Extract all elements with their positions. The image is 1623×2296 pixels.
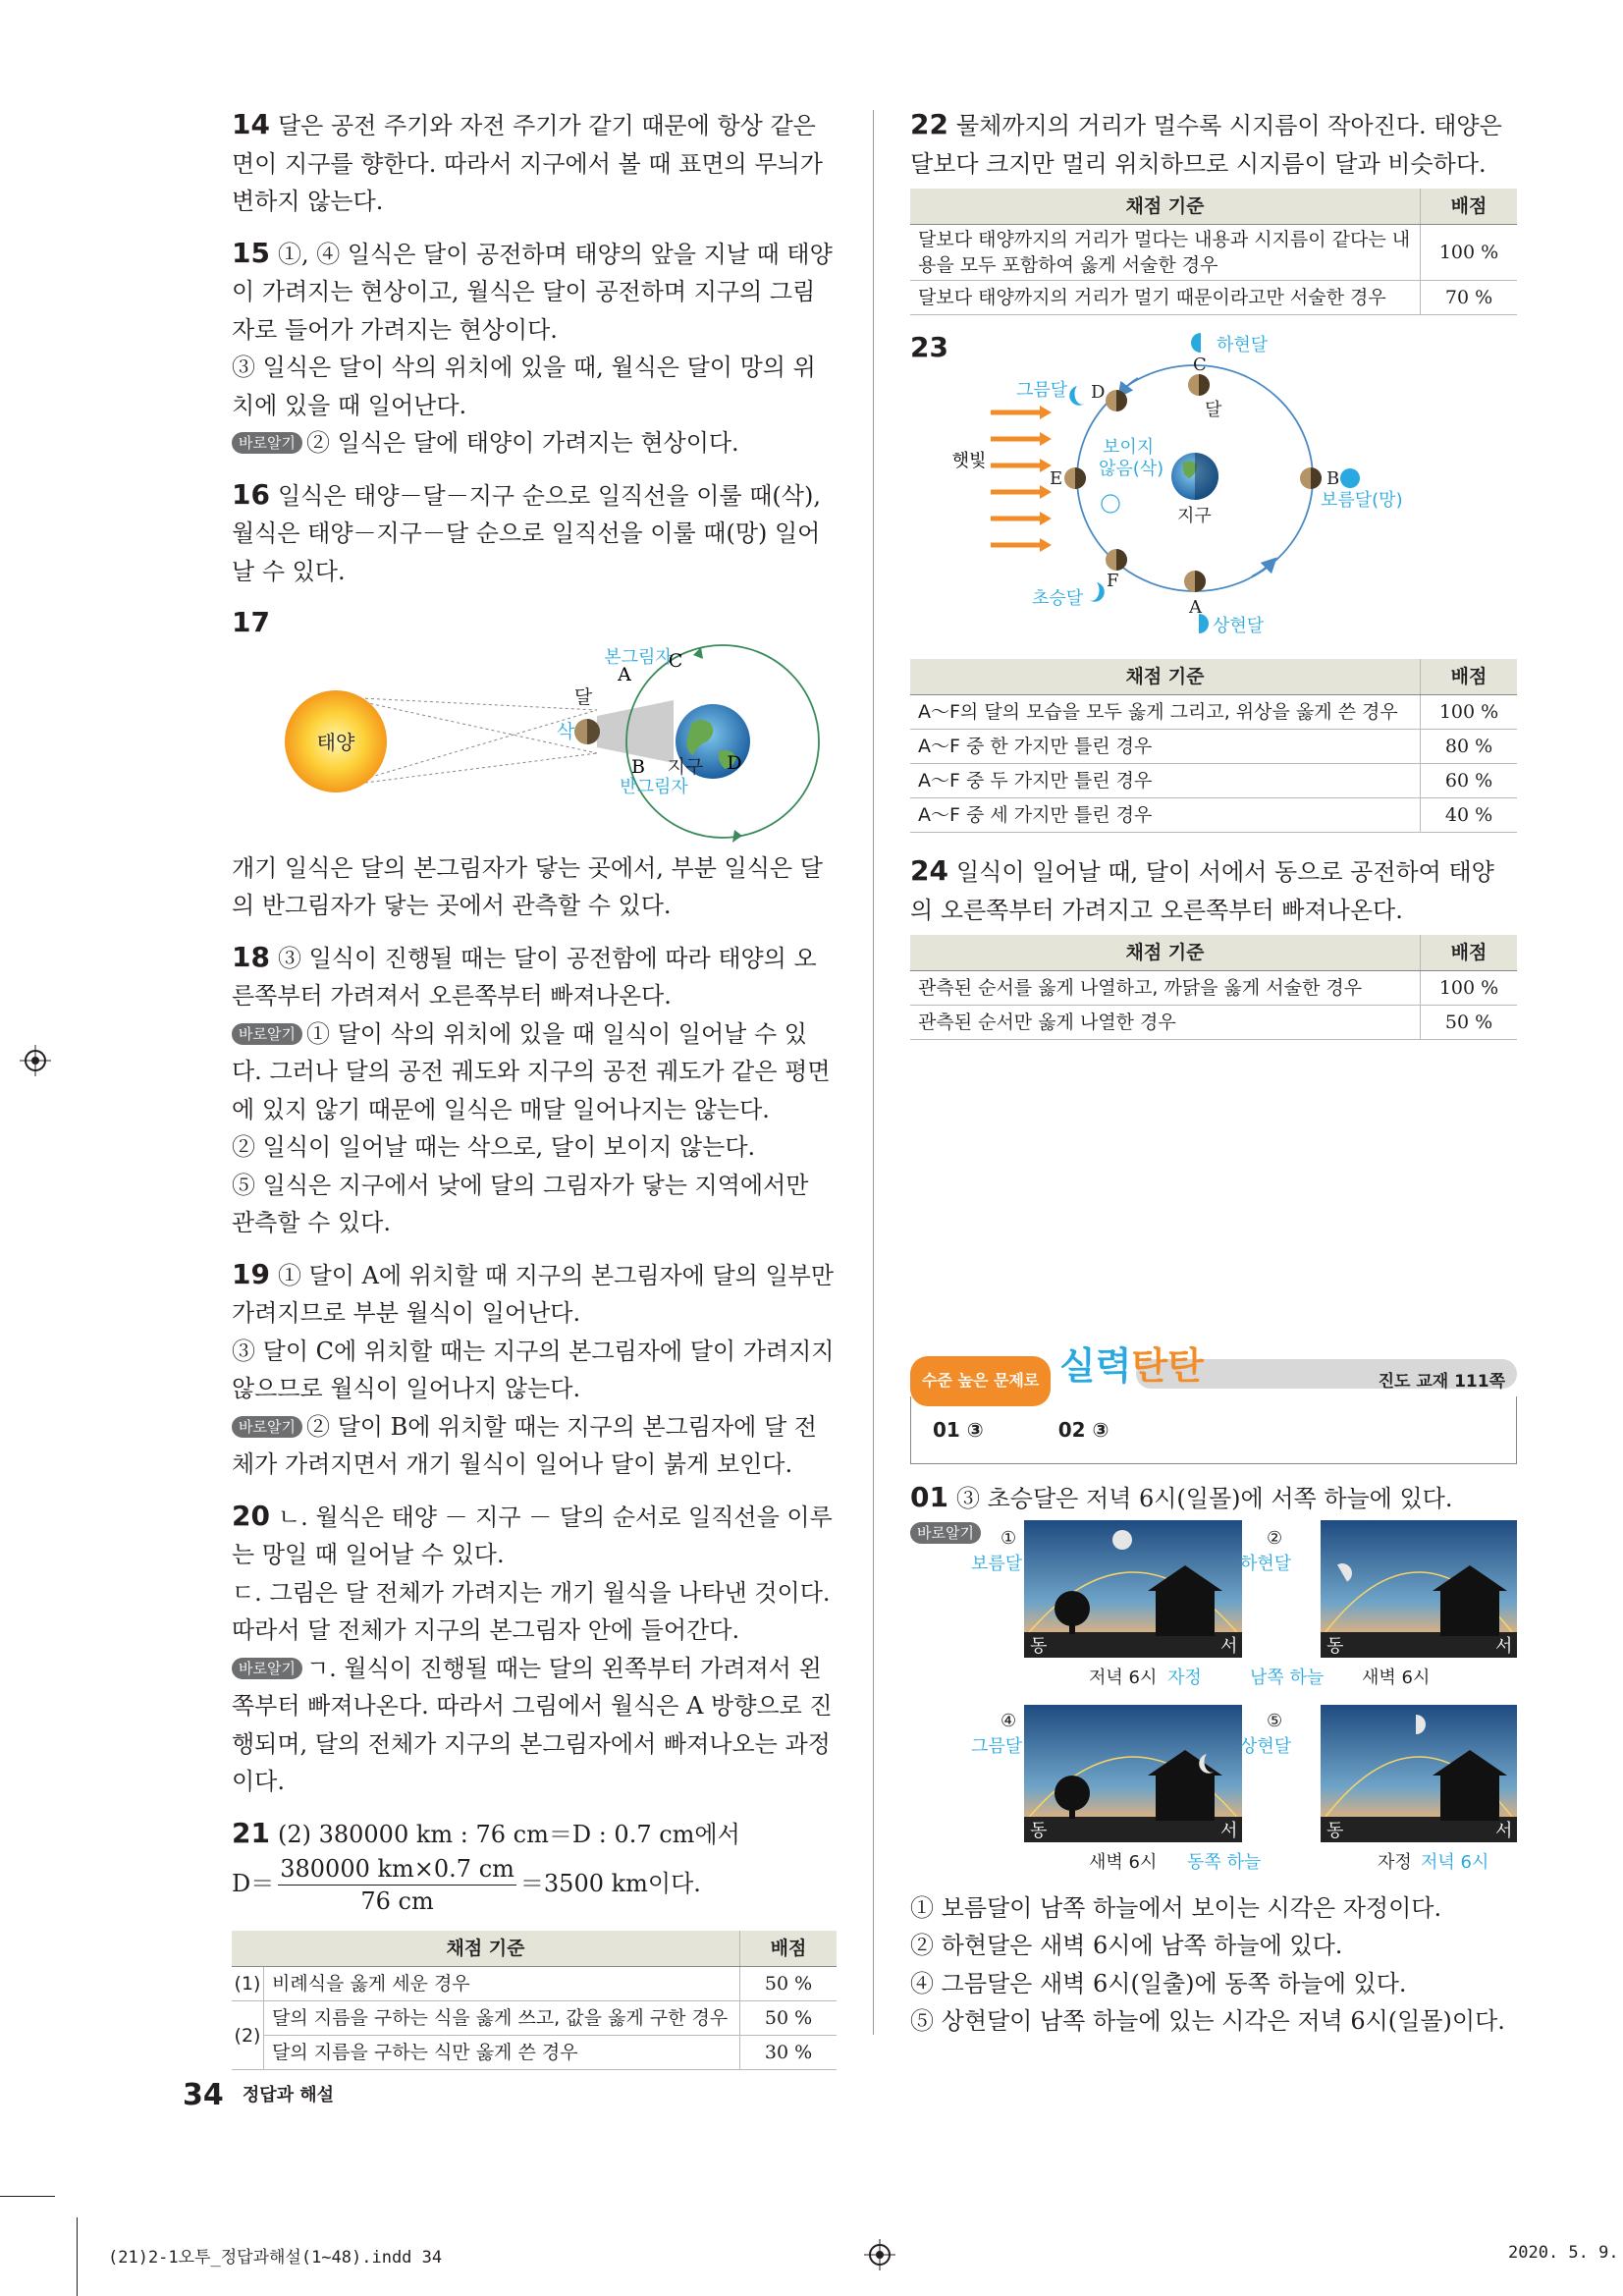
textbook-ref: 진도 교재 111쪽 [1378, 1372, 1505, 1392]
crop-mark [0, 2196, 55, 2197]
svg-text:E: E [1050, 468, 1063, 489]
svg-text:C: C [668, 649, 683, 672]
svg-text:지구: 지구 [1177, 506, 1212, 526]
svg-text:A: A [1189, 597, 1202, 618]
correction-tag: 바로알기 [232, 1023, 302, 1045]
question-01: 01 ③ 초승달은 저녁 6시(일몰)에 서쪽 하늘에 있다. 바로알기 ① 보름달 동 서 저녁 6시 자정 ② 하현달 동 서 남쪽 하늘 새벽 6시 ④ 그믐달 동 서 새벽 6시 동쪽 하늘 ⑤ 상현달 동 서 자정 저녁 6시 ① 보름달이 남쪽 하늘에서 보이는 시각은 자정이다. ② 하현달은 새벽 6시에 남쪽 하늘에 있다. ④ 그믐달은 새벽 6시(일출)에 동쪽 하늘에 있다. ⑤ 상현달이 남쪽 하늘에 있는 시각은 저녁 6시(일몰)이다. [910, 1479, 1517, 2041]
left-column [232, 106, 837, 2084]
full-moon-icon [1112, 1530, 1132, 1550]
svg-text:달: 달 [1205, 400, 1222, 420]
svg-text:남쪽 하늘: 남쪽 하늘 [1250, 1667, 1325, 1688]
solar-eclipse-diagram [232, 643, 837, 849]
svg-text:보름달: 보름달 [971, 1553, 1023, 1574]
svg-text:④: ④ [1001, 1710, 1017, 1731]
svg-text:삭: 삭 [556, 720, 575, 742]
page-number: 34 [183, 2078, 224, 2112]
svg-text:D: D [1091, 382, 1106, 403]
question-15: 15 ①, ④ 일식은 달이 공전하며 태양의 앞을 지날 때 태양이 가려지는 현상이고, 월식은 달이 공전하며 지구의 그림자로 들어가 가려지는 현상이다. ③ 일식은 달이 삭의 위치에 있을 때, 월식은 달이 망의 위치에 있을 때 일어난다. 바로알기 ② 일식은 달에 태양이 가려지는 현상이다. [232, 236, 833, 457]
moon-phase-figure: 23 햇빛 하현달 C 달 그믐달 D E 보이지 않음(삭) 지구 B 보름달(망) F 초승달 A 상현달 [910, 329, 1517, 653]
answer-box: 01 ③ 02 ③ [910, 1396, 1517, 1464]
question-21: 21 (2) 380000 km : 76 cm＝D : 0.7 cm에서 D＝ $\frac{380000 km\times 0.7 cm}{76 cm}$ ＝3500 km이다. 채점 기준 배점 (1) 비례식을 옳게 세운 경우 50 % (2) 달의 지름을 구하는 식을 옳게 쓰고, 값을 옳게 구한 경우 50 % 달의 지름을 구하는 식만 옳게 쓴 경우 30 % [232, 1815, 837, 2071]
svg-text:①: ① [1001, 1527, 1017, 1549]
svg-text:하현달: 하현달 [1240, 1553, 1292, 1574]
svg-text:반그림자: 반그림자 [620, 776, 688, 797]
right-column [910, 106, 1517, 2035]
column-divider [873, 110, 874, 2035]
crescent-young-icon [1087, 582, 1105, 602]
svg-text:자정: 자정 [1378, 1851, 1412, 1873]
correction-tag: 바로알기 [232, 432, 302, 454]
svg-text:않음(삭): 않음(삭) [1099, 459, 1164, 479]
correction-tag: 바로알기 [232, 1658, 302, 1679]
page-label: 정답과 해설 [242, 2085, 335, 2105]
question-17: 17 태양 달 삭 본그림자 반그림자 지구 A B C D 개기 일식은 달의 본그림자가 닿는 곳에서, 부분 일식은 달의 반그림자가 닿는 곳에서 관측할 수 있다. [232, 604, 837, 925]
svg-text:②: ② [1267, 1527, 1283, 1549]
crop-mark [77, 2217, 78, 2296]
svg-text:보이지: 보이지 [1103, 437, 1155, 458]
svg-text:저녁 6시: 저녁 6시 [1421, 1851, 1489, 1873]
solar-eclipse-figure [232, 643, 837, 849]
score-table-23: 채점 기준 배점 A～F의 달의 모습을 모두 옳게 그리고, 위상을 옳게 쓴 경우 100 % A～F 중 한 가지만 틀린 경우 80 % A～F 중 두 가지만 틀린 경우 60 % A～F 중 세 가지만 틀린 경우 40 % [910, 659, 1517, 833]
svg-text:서: 서 [1495, 1635, 1513, 1657]
svg-text:보름달(망): 보름달(망) [1321, 490, 1403, 511]
svg-text:B: B [631, 755, 645, 778]
svg-text:본그림자: 본그림자 [604, 646, 673, 668]
question-24: 24 일식이 일어날 때, 달이 서에서 동으로 공전하여 태양의 오른쪽부터 가려지고 오른쪽부터 빠져나온다. 채점 기준 배점 관측된 순서를 옳게 나열하고, 까닭을 옳게 서술한 경우 100 % 관측된 순서만 옳게 나열한 경우 50 % [910, 852, 1517, 1040]
crescent-old-icon [1069, 386, 1087, 406]
svg-text:그믐달: 그믐달 [1016, 380, 1068, 401]
svg-text:저녁 6시: 저녁 6시 [1089, 1667, 1158, 1688]
svg-text:A: A [618, 663, 631, 685]
svg-text:서: 서 [1495, 1820, 1513, 1841]
svg-text:동쪽 하늘: 동쪽 하늘 [1187, 1851, 1262, 1873]
question-22: 22 물체까지의 거리가 멀수록 시지름이 작아진다. 태양은 달보다 크지만 멀리 위치하므로 시지름이 달과 비슷하다. 채점 기준 배점 달보다 태양까지의 거리가 멀다는 내용과 시지름이 같다는 내용을 모두 포함하여 옳게 서술한 경우 100 % 달보다 태양까지의 거리가 멀기 때문이라고만 서술한 경우 70 % [910, 106, 1517, 315]
svg-text:상현달: 상현달 [1213, 616, 1265, 636]
correction-tag: 바로알기 [910, 1522, 981, 1544]
question-19: 19 ① 달이 A에 위치할 때 지구의 본그림자에 달의 일부만 가려지므로 부분 월식이 일어난다. ③ 달이 C에 위치할 때는 지구의 본그림자에 달이 가려지지 않으므로 월식이 일어나지 않는다. 바로알기 ② 달이 B에 위치할 때는 지구의 본그림자에 달 전체가 가려지면서 개기 월식이 일어나 달이 붉게 보인다. [232, 1257, 835, 1478]
moon-phase-diagram [910, 329, 1517, 653]
new-moon-icon [1102, 495, 1119, 513]
sunlight-arrows [991, 406, 1052, 552]
svg-text:새벽 6시: 새벽 6시 [1089, 1851, 1158, 1873]
svg-text:초승달: 초승달 [1032, 588, 1084, 609]
banner-title: 실력탄탄 [1059, 1344, 1204, 1388]
svg-text:지구: 지구 [667, 755, 704, 778]
svg-text:상현달: 상현달 [1240, 1735, 1292, 1757]
svg-text:동: 동 [1326, 1820, 1344, 1841]
score-table-22: 채점 기준 배점 달보다 태양까지의 거리가 멀다는 내용과 시지름이 같다는 내용을 모두 포함하여 옳게 서술한 경우 100 % 달보다 태양까지의 거리가 멀기 때문이라고만 서술한 경우 70 % [910, 189, 1517, 315]
svg-text:동: 동 [1030, 1635, 1048, 1657]
svg-text:그믐달: 그믐달 [971, 1735, 1023, 1757]
svg-text:달: 달 [573, 685, 593, 708]
page-number-block [183, 2078, 334, 2112]
svg-text:D: D [727, 751, 742, 774]
registration-mark-icon [20, 1045, 51, 1076]
svg-text:동: 동 [1326, 1635, 1344, 1657]
waning-half-icon [1191, 333, 1201, 353]
skill-banner [910, 1344, 1517, 1464]
svg-text:새벽 6시: 새벽 6시 [1362, 1667, 1431, 1688]
svg-text:B: B [1326, 468, 1340, 489]
sunlight-label: 햇빛 [951, 451, 987, 471]
footer-date: 2020. 5. 9. [1508, 2243, 1619, 2263]
question-20: 20 ㄴ. 월식은 태양 － 지구 － 달의 순서로 일직선을 이루는 망일 때 일어날 수 있다. ㄷ. 그림은 달 전체가 가려지는 개기 월식을 나타낸 것이다. 따라서 달 전체가 지구의 본그림자 안에 들어간다. 바로알기 ㄱ. 월식이 진행될 때는 달의 왼쪽부터 가려져서 왼쪽부터 빠져나온다. 따라서 그림에서 월식은 A 방향으로 진행되며, 달의 전체가 지구의 본그림자에서 빠져나오는 과정이다. [232, 1499, 833, 1795]
q14-text: 달은 공전 주기와 자전 주기가 같기 때문에 항상 같은 면이 지구를 향한다. 따라서 지구에서 볼 때 표면의 무늬가 변하지 않는다. [232, 112, 823, 215]
sun-label: 태양 [316, 730, 355, 754]
level-badge: 수준 높은 문제로 [910, 1356, 1051, 1406]
svg-text:서: 서 [1220, 1820, 1238, 1841]
svg-text:C: C [1193, 355, 1207, 375]
full-moon-icon [1340, 468, 1360, 488]
formula: D＝ $\frac{380000 km\times 0.7 cm}{76 cm}$ ＝3500 km이다. [232, 1855, 701, 1915]
question-14: 14 달은 공전 주기와 자전 주기가 같기 때문에 항상 같은 면이 지구를 향한다. 따라서 지구에서 볼 때 표면의 무늬가 변하지 않는다. [232, 108, 823, 215]
svg-text:하현달: 하현달 [1217, 335, 1269, 355]
correction-tag: 바로알기 [232, 1416, 302, 1438]
question-23 [910, 329, 1517, 833]
svg-text:동: 동 [1030, 1820, 1048, 1841]
score-table-21: 채점 기준 배점 (1) 비례식을 옳게 세운 경우 50 % (2) 달의 지름을 구하는 식을 옳게 쓰고, 값을 옳게 구한 경우 50 % 달의 지름을 구하는 식만 옳게 쓴 경우 30 % [232, 1931, 837, 2070]
score-table-24: 채점 기준 배점 관측된 순서를 옳게 나열하고, 까닭을 옳게 서술한 경우 100 % 관측된 순서만 옳게 나열한 경우 50 % [910, 935, 1517, 1040]
svg-text:F: F [1107, 571, 1119, 591]
question-16: 16 일식은 태양－달－지구 순으로 일직선을 이룰 때(삭), 월식은 태양－지구－달 순으로 일직선을 이룰 때(망) 일어날 수 있다. [232, 477, 821, 585]
sky-panels [910, 1518, 1517, 1889]
svg-text:서: 서 [1220, 1635, 1238, 1657]
question-18: 18 ③ 일식이 진행될 때는 달이 공전함에 따라 태양의 오른쪽부터 가려져서 오른쪽부터 빠져나온다. 바로알기 ① 달이 삭의 위치에 있을 때 일식이 일어날 수 있다. 그러나 달의 공전 궤도와 지구의 공전 궤도가 같은 평면에 있지 않기 때문에 일식은 매달 일어나지는 않는다. ② 일식이 일어날 때는 삭으로, 달이 보이지 않는다. ⑤ 일식은 지구에서 낮에 달의 그림자가 닿는 지역에서만 관측할 수 있다. [232, 940, 831, 1236]
registration-mark-icon [864, 2239, 895, 2270]
svg-text:⑤: ⑤ [1267, 1710, 1283, 1731]
sky-panels-svg [910, 1518, 1517, 1889]
svg-text:자정: 자정 [1167, 1667, 1202, 1688]
footer-filename: (21)2-1오투_정답과해설(1~48).indd 34 [108, 2248, 443, 2268]
